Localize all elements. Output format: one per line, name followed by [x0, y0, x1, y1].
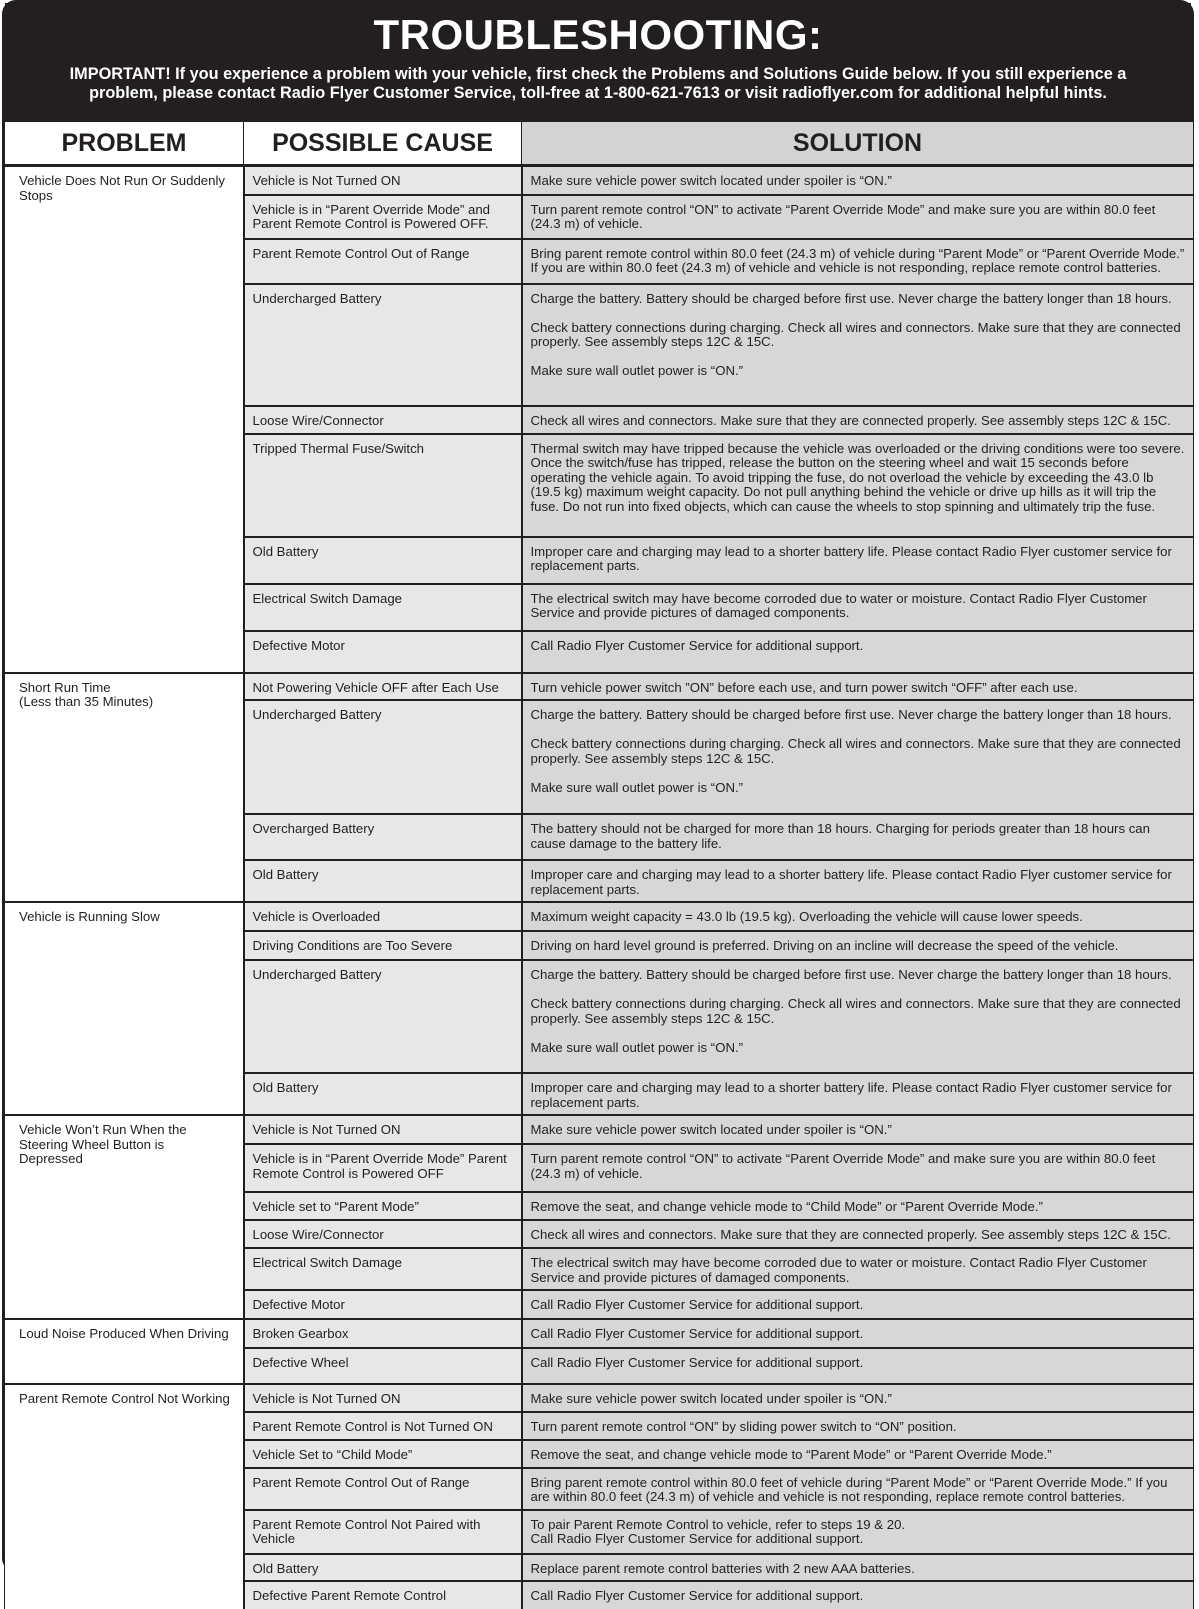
- cause-cell: Electrical Switch Damage: [244, 584, 522, 631]
- solution-text: Check all wires and connectors. Make sure that they are connected properly. See assembly steps 12C & 15C.: [531, 1228, 1186, 1243]
- cause-cell: Defective Motor: [244, 631, 522, 673]
- cause-cell: Parent Remote Control Out of Range: [244, 1468, 522, 1510]
- solution-cell: [522, 814, 1194, 860]
- solution-cell: [522, 1115, 1194, 1144]
- cause-cell: Vehicle is Overloaded: [244, 902, 522, 931]
- cause-cell: Loose Wire/Connector: [244, 1220, 522, 1248]
- solution-text: Bring parent remote control within 80.0 feet of vehicle during “Parent Mode” or “Parent Override Mode.” If you are within 80.0 feet (24.3 m) of vehicle and vehicle is not responding, replace remote control batteries.: [531, 1476, 1186, 1505]
- column-header-problem: PROBLEM: [5, 122, 244, 166]
- solution-cell: [522, 1510, 1194, 1554]
- solution-cell: [522, 960, 1194, 1073]
- solution-cell: [522, 406, 1194, 434]
- solution-text: Make sure vehicle power switch located under spoiler is “ON.”: [531, 1123, 1186, 1138]
- cause-cell: Broken Gearbox: [244, 1319, 522, 1348]
- cause-cell: Defective Parent Remote Control: [244, 1581, 522, 1609]
- solution-cell: [522, 1248, 1194, 1290]
- problem-cell: Vehicle is Running Slow: [5, 902, 244, 1115]
- cause-cell: Vehicle Set to “Child Mode”: [244, 1440, 522, 1468]
- table-row: [5, 902, 1194, 931]
- cause-cell: Old Battery: [244, 860, 522, 902]
- table-header-row: [5, 122, 1194, 166]
- solution-text: Remove the seat, and change vehicle mode to “Parent Mode” or “Parent Override Mode.”: [531, 1448, 1186, 1463]
- cause-cell: Parent Remote Control Not Paired with Vehicle: [244, 1510, 522, 1554]
- solution-text: To pair Parent Remote Control to vehicle, refer to steps 19 & 20. Call Radio Flyer Customer Service for additional support.: [531, 1518, 1186, 1547]
- solution-cell: [522, 1440, 1194, 1468]
- solution-text: Charge the battery. Battery should be charged before first use. Never charge the battery longer than 18 hours. Check battery connections during charging. Check all wires and connectors. Make sure that they are connected properly. See assembly steps 12C & 15C. Make sure wall outlet power is “ON.”: [531, 292, 1186, 379]
- important-notice: IMPORTANT! If you experience a problem with your vehicle, first check the Problems and Solutions Guide below. If you still experience a problem, please contact Radio Flyer Customer Service, toll-free at 1-800-621-7613 or visit radioflyer.com for additional helpful hints.: [5, 65, 1191, 103]
- solution-cell: [522, 166, 1194, 195]
- solution-text: Check all wires and connectors. Make sure that they are connected properly. See assembly steps 12C & 15C.: [531, 414, 1186, 429]
- solution-text: Turn parent remote control “ON” to activate “Parent Override Mode” and make sure you are within 80.0 feet (24.3 m) of vehicle.: [531, 1152, 1186, 1181]
- solution-cell: [522, 434, 1194, 537]
- solution-cell: [522, 673, 1194, 701]
- cause-cell: Loose Wire/Connector: [244, 406, 522, 434]
- solution-cell: [522, 1290, 1194, 1319]
- solution-cell: [522, 1144, 1194, 1192]
- problem-cell: Vehicle Does Not Run Or Suddenly Stops: [5, 166, 244, 673]
- solution-text: Make sure vehicle power switch located under spoiler is “ON.”: [531, 174, 1186, 189]
- solution-text: Remove the seat, and change vehicle mode to “Child Mode” or “Parent Override Mode.”: [531, 1200, 1186, 1215]
- header-banner: [5, 3, 1191, 121]
- solution-text: Call Radio Flyer Customer Service for additional support.: [531, 1298, 1186, 1313]
- solution-text: The electrical switch may have become corroded due to water or moisture. Contact Radio Flyer Customer Service and provide pictures of damaged components.: [531, 592, 1186, 621]
- solution-text: Make sure vehicle power switch located under spoiler is “ON.”: [531, 1392, 1186, 1407]
- cause-cell: Defective Motor: [244, 1290, 522, 1319]
- solution-cell: [522, 537, 1194, 584]
- solution-text: Turn parent remote control “ON” to activate “Parent Override Mode” and make sure you are within 80.0 feet (24.3 m) of vehicle.: [531, 203, 1186, 232]
- solution-cell: [522, 1581, 1194, 1609]
- solution-text: Charge the battery. Battery should be charged before first use. Never charge the battery longer than 18 hours. Check battery connections during charging. Check all wires and connectors. Make sure that they are connected properly. See assembly steps 12C & 15C. Make sure wall outlet power is “ON.”: [531, 968, 1186, 1055]
- cause-cell: Vehicle is Not Turned ON: [244, 1384, 522, 1412]
- problem-cell: Parent Remote Control Not Working: [5, 1384, 244, 1609]
- cause-cell: Electrical Switch Damage: [244, 1248, 522, 1290]
- solution-text: Turn vehicle power switch ”ON” before each use, and turn power switch “OFF” after each use.: [531, 681, 1186, 696]
- solution-text: Call Radio Flyer Customer Service for additional support.: [531, 1356, 1186, 1371]
- solution-cell: [522, 1192, 1194, 1220]
- solution-cell: [522, 1073, 1194, 1115]
- solution-cell: [522, 239, 1194, 284]
- solution-cell: [522, 700, 1194, 814]
- solution-cell: [522, 1319, 1194, 1348]
- cause-cell: Old Battery: [244, 537, 522, 584]
- table-row: [5, 1319, 1194, 1348]
- cause-cell: Not Powering Vehicle OFF after Each Use: [244, 673, 522, 701]
- cause-cell: Vehicle is in “Parent Override Mode” Parent Remote Control is Powered OFF: [244, 1144, 522, 1192]
- solution-cell: [522, 860, 1194, 902]
- solution-cell: [522, 1554, 1194, 1582]
- solution-cell: [522, 1220, 1194, 1248]
- solution-cell: [522, 931, 1194, 960]
- cause-cell: Vehicle is Not Turned ON: [244, 166, 522, 195]
- solution-text: Improper care and charging may lead to a shorter battery life. Please contact Radio Flyer customer service for replacement parts.: [531, 868, 1186, 897]
- cause-cell: Old Battery: [244, 1073, 522, 1115]
- solution-text: Call Radio Flyer Customer Service for additional support.: [531, 1589, 1186, 1604]
- table-row: [5, 1115, 1194, 1144]
- solution-text: The battery should not be charged for more than 18 hours. Charging for periods greater than 18 hours can cause damage to the battery life.: [531, 822, 1186, 851]
- problem-cell: Vehicle Won’t Run When the Steering Wheel Button is Depressed: [5, 1115, 244, 1319]
- solution-text: Thermal switch may have tripped because the vehicle was overloaded or the driving conditions were too severe. Once the switch/fuse has tripped, release the button on the steering wheel and wait 15 seconds before operating the vehicle again. To avoid tripping the fuse, do not overload the vehicle by exceeding the 43.0 lb (19.5 kg) maximum weight capacity. Do not pull anything behind the vehicle or drive up hills as it will trip the fuse. Do not run into fixed objects, which can cause the wheels to stop spinning and ultimately trip the fuse.: [531, 442, 1186, 515]
- solution-cell: [522, 1348, 1194, 1384]
- cause-cell: Parent Remote Control is Not Turned ON: [244, 1412, 522, 1440]
- solution-cell: [522, 284, 1194, 406]
- solution-text: Charge the battery. Battery should be charged before first use. Never charge the battery longer than 18 hours. Check battery connections during charging. Check all wires and connectors. Make sure that they are connected properly. See assembly steps 12C & 15C. Make sure wall outlet power is “ON.”: [531, 708, 1186, 795]
- solution-text: The electrical switch may have become corroded due to water or moisture. Contact Radio Flyer Customer Service and provide pictures of damaged components.: [531, 1256, 1186, 1285]
- cause-cell: Defective Wheel: [244, 1348, 522, 1384]
- solution-cell: [522, 902, 1194, 931]
- solution-text: Improper care and charging may lead to a shorter battery life. Please contact Radio Flyer customer service for replacement parts.: [531, 1081, 1186, 1110]
- cause-cell: Vehicle set to “Parent Mode”: [244, 1192, 522, 1220]
- problem-cell: Loud Noise Produced When Driving: [5, 1319, 244, 1384]
- cause-cell: Undercharged Battery: [244, 284, 522, 406]
- troubleshooting-table: [4, 121, 1194, 1609]
- cause-cell: Vehicle is Not Turned ON: [244, 1115, 522, 1144]
- table-row: [5, 166, 1194, 195]
- solution-cell: [522, 1468, 1194, 1510]
- table-row: [5, 673, 1194, 701]
- solution-text: Call Radio Flyer Customer Service for additional support.: [531, 1327, 1186, 1342]
- troubleshooting-sheet: [2, 0, 1194, 1572]
- column-header-cause: POSSIBLE CAUSE: [244, 122, 522, 166]
- problem-cell: Short Run Time (Less than 35 Minutes): [5, 673, 244, 903]
- cause-cell: Tripped Thermal Fuse/Switch: [244, 434, 522, 537]
- cause-cell: Parent Remote Control Out of Range: [244, 239, 522, 284]
- solution-text: Improper care and charging may lead to a shorter battery life. Please contact Radio Flyer customer service for replacement parts.: [531, 545, 1186, 574]
- solution-text: Bring parent remote control within 80.0 feet (24.3 m) of vehicle during “Parent Mode” or “Parent Override Mode.” If you are within 80.0 feet (24.3 m) of vehicle and vehicle is not responding, replace remote control batteries.: [531, 247, 1186, 276]
- solution-text: Maximum weight capacity = 43.0 lb (19.5 kg). Overloading the vehicle will cause lower speeds.: [531, 910, 1186, 925]
- cause-cell: Old Battery: [244, 1554, 522, 1582]
- table-body: [5, 166, 1194, 1609]
- solution-cell: [522, 631, 1194, 673]
- solution-text: Driving on hard level ground is preferred. Driving on an incline will decrease the speed of the vehicle.: [531, 939, 1186, 954]
- solution-text: Turn parent remote control “ON” by sliding power switch to “ON” position.: [531, 1420, 1186, 1435]
- cause-cell: Vehicle is in “Parent Override Mode” and Parent Remote Control is Powered OFF.: [244, 195, 522, 239]
- solution-cell: [522, 1384, 1194, 1412]
- solution-cell: [522, 195, 1194, 239]
- solution-cell: [522, 584, 1194, 631]
- cause-cell: Undercharged Battery: [244, 960, 522, 1073]
- solution-text: Replace parent remote control batteries with 2 new AAA batteries.: [531, 1562, 1186, 1577]
- solution-cell: [522, 1412, 1194, 1440]
- solution-text: Call Radio Flyer Customer Service for additional support.: [531, 639, 1186, 654]
- cause-cell: Overcharged Battery: [244, 814, 522, 860]
- column-header-solution: SOLUTION: [522, 122, 1194, 166]
- cause-cell: Driving Conditions are Too Severe: [244, 931, 522, 960]
- cause-cell: Undercharged Battery: [244, 700, 522, 814]
- table-row: [5, 1384, 1194, 1412]
- page-title: TROUBLESHOOTING:: [5, 3, 1191, 59]
